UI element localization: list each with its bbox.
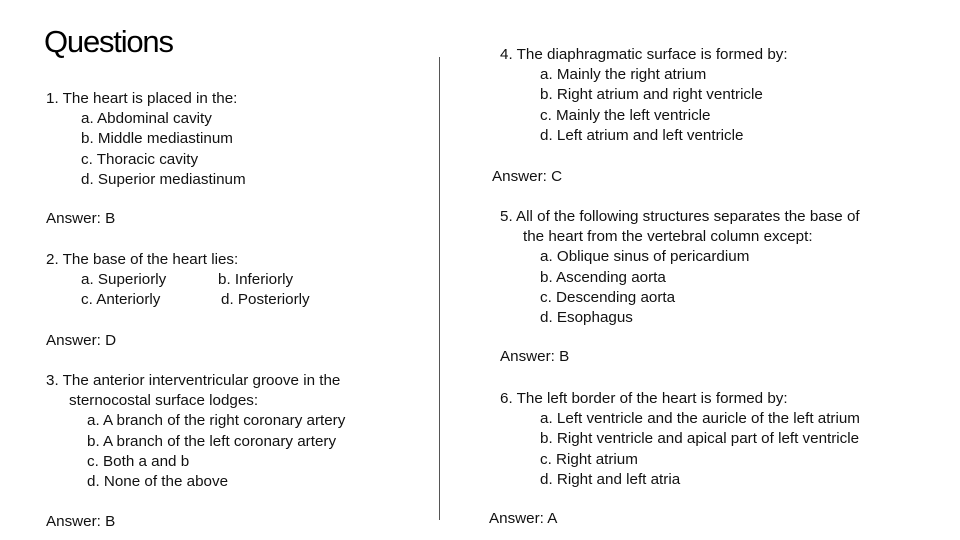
question-2 [46, 250, 310, 311]
question-5-options [500, 247, 860, 328]
question-5 [500, 207, 860, 328]
question-1 [46, 89, 246, 190]
option: d. Superior mediastinum [81, 170, 246, 188]
question-1-stem: 1. The heart is placed in the: [46, 90, 238, 107]
column-divider [439, 57, 440, 520]
answer-4: Answer: C [492, 168, 563, 185]
option: a. Mainly the right atrium [540, 66, 707, 84]
option: b. Inferiorly [218, 271, 294, 289]
option: a. A branch of the right coronary artery [87, 412, 346, 430]
option: b. Middle mediastinum [81, 130, 233, 148]
question-3-stem-cont: sternocostal surface lodges: [69, 392, 259, 410]
option: c. Mainly the left ventricle [540, 106, 711, 124]
question-3-stem: 3. The anterior interventricular groove in the [46, 372, 341, 389]
option: b. Ascending aorta [540, 268, 666, 286]
page-title: Questions [44, 24, 173, 59]
question-2-stem: 2. The base of the heart lies: [46, 251, 239, 268]
option: d. Right and left atria [540, 470, 681, 488]
question-4-stem: 4. The diaphragmatic surface is formed by: [500, 46, 788, 63]
option: a. Oblique sinus of pericardium [540, 248, 750, 266]
option: b. A branch of the left coronary artery [87, 432, 337, 450]
option: d. Esophagus [540, 309, 633, 327]
question-3-options [46, 411, 345, 492]
answer-1: Answer: B [46, 210, 116, 227]
question-3 [46, 371, 345, 492]
question-4 [500, 45, 788, 146]
option: b. Right ventricle and apical part of left ventricle [540, 430, 860, 448]
option-row [81, 270, 310, 290]
option: b. Right atrium and right ventricle [540, 86, 763, 104]
option: d. Posteriorly [221, 291, 310, 309]
option: c. Right atrium [540, 450, 638, 468]
question-4-options [500, 65, 788, 146]
question-2-options [46, 270, 310, 310]
question-5-stem: 5. All of the following structures separates the base of [500, 208, 860, 225]
option: a. Superiorly [81, 271, 167, 289]
question-6-options [500, 409, 860, 490]
option: c. Thoracic cavity [81, 150, 199, 168]
answer-3: Answer: B [46, 513, 116, 530]
question-1-options [46, 109, 246, 190]
question-6 [500, 389, 860, 490]
option-row [81, 290, 310, 310]
question-5-stem-cont: the heart from the vertebral column except: [523, 228, 813, 246]
option: d. None of the above [87, 473, 229, 491]
option: c. Anteriorly [81, 291, 161, 309]
option: a. Left ventricle and the auricle of the left atrium [540, 410, 860, 428]
option: c. Descending aorta [540, 288, 676, 306]
option: a. Abdominal cavity [81, 110, 212, 128]
answer-2: Answer: D [46, 332, 117, 349]
option: d. Left atrium and left ventricle [540, 126, 744, 144]
answer-5: Answer: B [500, 348, 570, 365]
option: c. Both a and b [87, 452, 190, 470]
question-6-stem: 6. The left border of the heart is formed by: [500, 390, 788, 407]
answer-6: Answer: A [489, 510, 558, 527]
